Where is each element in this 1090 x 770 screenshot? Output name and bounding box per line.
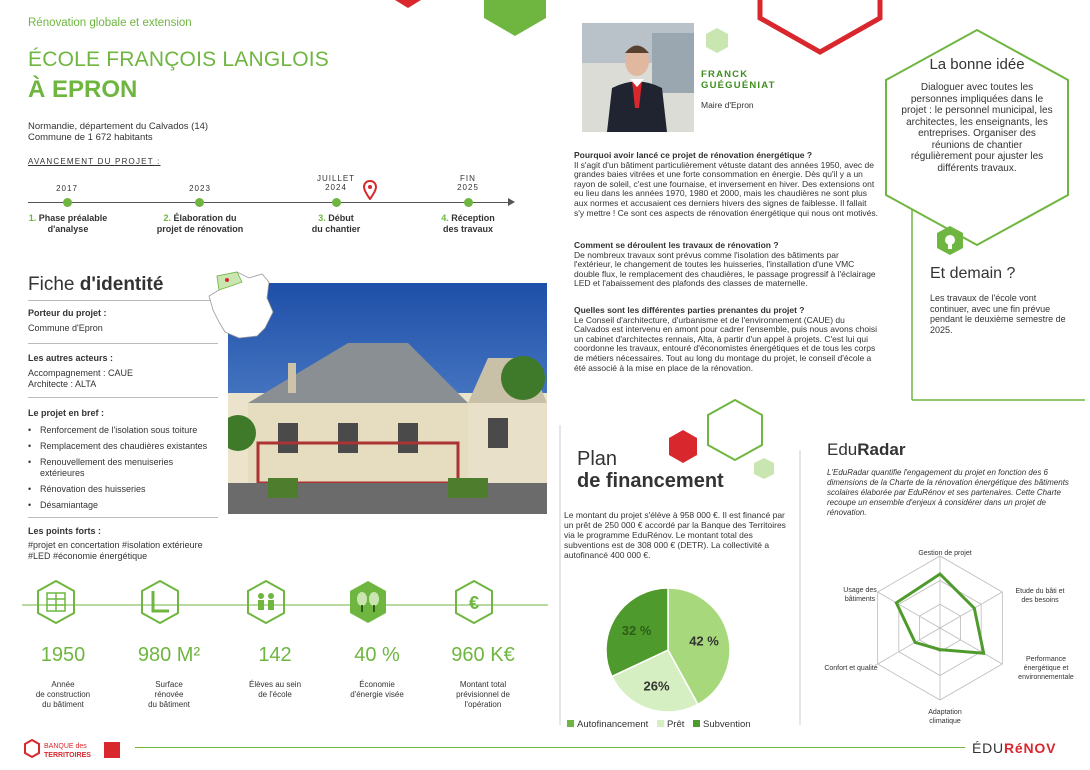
- region-info: [28, 121, 208, 143]
- radar-label: Performance énergétique et environnementale: [1018, 656, 1074, 681]
- radar-label: Adaptation climatique: [928, 709, 962, 725]
- france-map: [207, 268, 277, 343]
- red-hex-shape: [395, 0, 421, 8]
- children-icon: [246, 580, 286, 624]
- divider: [28, 397, 218, 398]
- surface-square-icon: [140, 580, 180, 624]
- page-title-line1: ÉCOLE FRANÇOIS LANGLOIS: [28, 48, 330, 71]
- qa-block: Pourquoi avoir lancé ce projet de rénovation énergétique ? Il s'agit d'un bâtiment particulièrement vétuste datant des années 1950, avec de grandes baies vitrées et une forte consommation en énergie. Dès qu'il y a un rayon de soleil, c'est une fournaise, et inversement en hiver. Des extensions ont eu lieu dans les années 1970, 1980 et 2000, mais les chaudières ne sont plus aux normes et accusaient ces derniers hivers des signes de faiblesse. Il fallait s'y mettre ! Ce sont ces aspects de rénovation énergétique qui nous ont motivés.: [574, 150, 879, 218]
- qa-block: Quelles sont les différentes parties prenantes du projet ? Le Conseil d'architecture, d'urbanisme et de l'environnement (CAUE) du Calvados est intervenu en amont pour cadrer l'ensemble, puis nous avons choisi un cabinet d'architectes rennais, Alta, à partir d'un appel à projets. C'est lui qui coordonne les travaux, entouré d'économistes énergétiques et de tous les corps de métiers nécessaires. Tout au long du montage du projet, le conseil d'école a été associé à la mise en place de la rénovation.: [574, 305, 878, 373]
- kf-label: Montant total prévisionnel de l'opération: [456, 680, 510, 709]
- trees-icon: [348, 580, 388, 624]
- small-hex-shape: [706, 28, 728, 53]
- timeline-step: 3. Début du chantier: [311, 213, 361, 234]
- eduradar-title: EduRadar: [827, 440, 906, 459]
- bonne-idee-text: Dialoguer avec toutes les personnes impliquées dans le projet : le personnel municipal, les architectes, les enseignants, les entreprises. Organiser des réunions de chantier régulièrement pour ajuster les différents travaux.: [901, 82, 1053, 174]
- bref-label: Le projet en bref :: [28, 408, 105, 418]
- fiche-title: Fiche d'identité: [28, 274, 164, 295]
- kf-value: 1950: [40, 644, 86, 666]
- list-item: • Remplacement des chaudières existantes: [28, 441, 223, 452]
- radar-label: Confort et qualité: [824, 665, 878, 672]
- kf-label: Économie d'énergie visée: [350, 680, 404, 699]
- radar-label: Gestion de projet: [918, 550, 972, 557]
- timeline-line: [28, 202, 512, 203]
- list-item: • Désamiantage: [28, 500, 223, 511]
- mayor-role: Maire d'Epron: [701, 100, 754, 110]
- bonne-idee-title: La bonne idée: [929, 56, 1025, 73]
- red-small-hex: [669, 430, 697, 463]
- mayor-photo: [582, 23, 694, 132]
- eduradar-text: L'EduRadar quantifie l'engagement du projet en fonction des 6 dimensions de la Charte de la rénovation énergétique des bâtiments scolaires élaborée par EduRénov et ses partenaires. Cette Charte recoupe un ensemble d'enjeux à considérer dans un projet de rénovation.: [827, 468, 1069, 517]
- pie-legend: [567, 719, 751, 730]
- timeline-year: JUILLET 2024: [316, 174, 356, 192]
- kf-value: 142: [258, 644, 292, 666]
- acteurs-label: Les autres acteurs :: [28, 353, 114, 363]
- region-line: Normandie, département du Calvados (14): [28, 121, 209, 132]
- timeline-step: 2. Élaboration du projet de rénovation: [156, 213, 244, 234]
- timeline-year: FIN 2025: [457, 174, 479, 192]
- mayor-name: FRANCK GUÉGUÉNIAT: [701, 69, 776, 91]
- progress-heading: AVANCEMENT DU PROJET :: [28, 157, 161, 166]
- timeline-step: 4. Réception des travaux: [441, 213, 495, 234]
- kf-label: Élèves au sein de l'école: [248, 680, 302, 699]
- kf-value: 40 %: [354, 644, 400, 666]
- page-title-line2: À EPRON: [28, 76, 138, 103]
- kf-value: 960 K€: [451, 644, 515, 666]
- timeline-dot: [195, 198, 204, 207]
- financement-title: Plan: [577, 448, 618, 470]
- red-outline-hex: [760, 0, 880, 52]
- kf-label: Année de construction du bâtiment: [35, 680, 91, 709]
- radar-label: Usage des bâtiments: [843, 587, 877, 603]
- green-hex-shape: [484, 0, 546, 36]
- qa-block: Comment se déroulent les travaux de rénovation ? De nombreux travaux sont prévus comme l'isolation des bâtiments par l'extérieur, le changement de toutes les huisseries, l'installation d'une VMC double flux, le remplacement des chaudières, le passage progressif à l'éclairage LED et l'abaissement des plafonds des classes de maternelle.: [574, 240, 876, 289]
- timeline-dot: [464, 198, 473, 207]
- timeline-dot: [332, 198, 341, 207]
- light-hex-fin: [754, 458, 774, 479]
- divider: [28, 517, 218, 518]
- location-pin-icon: [363, 180, 377, 200]
- population-line: Commune de 1 672 habitants: [28, 132, 153, 143]
- pie-label: 32 %: [621, 623, 652, 639]
- eduradar-chart: [810, 540, 1090, 730]
- timeline-step: 1. Phase préalable d'analyse: [28, 213, 108, 234]
- financing-pie-chart: [603, 585, 733, 715]
- svg-text:BANQUE des: BANQUE des: [44, 743, 87, 750]
- timeline-dot: [63, 198, 72, 207]
- edurenov-logo: ÉDURéNOV: [972, 740, 1057, 756]
- timeline-arrow: [508, 198, 515, 206]
- svg-text:€: €: [468, 593, 480, 613]
- porteur-value: Commune d'Epron: [28, 323, 103, 333]
- page-subtitle: Rénovation globale et extension: [28, 17, 192, 29]
- svg-text:TERRITOIRES: TERRITOIRES: [44, 752, 91, 759]
- bref-list: [28, 425, 223, 516]
- footer-line: [135, 747, 965, 748]
- financement-title-bold: de financement: [577, 470, 724, 492]
- porteur-label: Porteur du projet :: [28, 308, 107, 318]
- banque-des-territoires-logo: [24, 738, 124, 762]
- legend-item: Autofinancement: [577, 719, 649, 730]
- legend-item: Subvention: [703, 719, 751, 730]
- outline-hex-fin: [708, 400, 762, 460]
- list-item: • Renforcement de l'isolation sous toiture: [28, 425, 223, 436]
- legend-item: Prêt: [666, 719, 685, 730]
- acteurs-value: Accompagnement : CAUE Architecte : ALTA: [28, 368, 134, 389]
- euro-icon: [454, 580, 494, 624]
- insulation-wall-icon: [36, 580, 76, 624]
- list-item: • Rénovation des huisseries: [28, 484, 223, 495]
- kf-value: 980 M²: [137, 644, 201, 666]
- demain-text: Les travaux de l'école vont continuer, avec une fin prévue pendant le deuxième semestre de 2025.: [930, 293, 1066, 335]
- list-item: • Renouvellement des menuiseries extérieures: [28, 457, 198, 479]
- demain-title: Et demain ?: [930, 265, 1016, 282]
- divider: [28, 343, 218, 344]
- forts-label: Les points forts :: [28, 526, 102, 536]
- timeline-year: 2017: [56, 184, 78, 193]
- forts-value: #projet en concertation #isolation extérieure #LED #économie énergétique: [28, 540, 203, 561]
- timeline-year: 2023: [189, 184, 211, 193]
- divider: [28, 300, 218, 301]
- financement-text: Le montant du projet s'élève à 958 000 €. Il est financé par un prêt de 250 000 € accordé par la Banque des Territoires via le programme EduRénov. Le montant total des subventions est de 308 000 € (DETR). La collectivité a autofinancé 400 000 €.: [564, 510, 786, 560]
- pie-label: 26%: [643, 678, 670, 694]
- kf-label: Surface rénovée du bâtiment: [148, 680, 190, 709]
- radar-label: Etude du bâti et des besoins: [1015, 588, 1065, 604]
- pie-label: 42 %: [689, 633, 719, 649]
